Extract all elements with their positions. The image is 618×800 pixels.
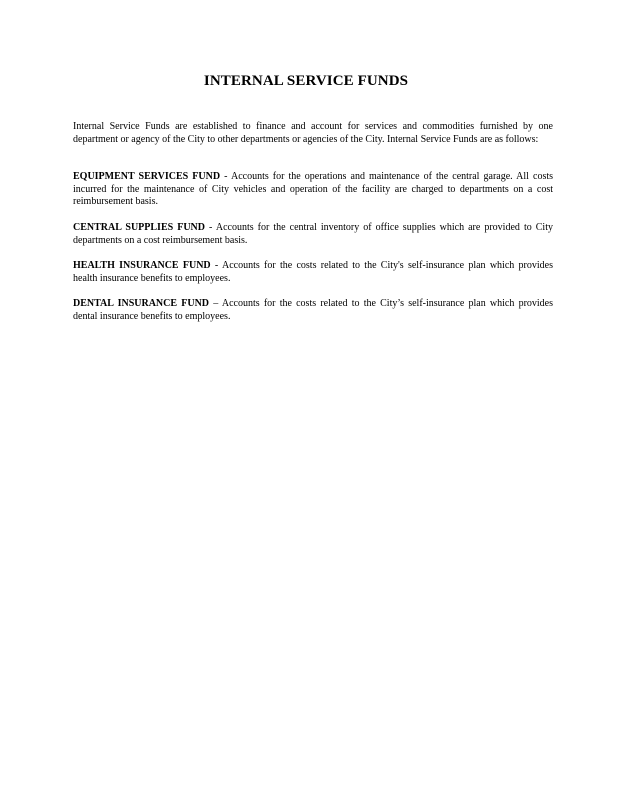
fund-separator: – bbox=[209, 298, 222, 309]
fund-separator: - bbox=[205, 222, 216, 233]
fund-separator: - bbox=[210, 260, 222, 271]
intro-paragraph: Internal Service Funds are established to finance and account for services and commodities furnished by one department or agency of the City to other departments or agencies of the City. Internal Service Funds are as follows: bbox=[73, 121, 553, 145]
fund-description: Accounts for the costs related to the City’s self-insurance plan which provides dental insurance benefits to employees. bbox=[73, 298, 554, 322]
fund-name: EQUIPMENT SERVICES FUND bbox=[73, 171, 221, 182]
fund-description: Accounts for the central inventory of office supplies which are provided to City departments on a cost reimbursement basis. bbox=[73, 222, 553, 246]
fund-name: CENTRAL SUPPLIES FUND bbox=[73, 222, 205, 233]
fund-paragraph-health-insurance bbox=[73, 260, 553, 285]
fund-name: HEALTH INSURANCE FUND bbox=[73, 260, 211, 271]
fund-paragraph-equipment-services bbox=[73, 171, 553, 209]
fund-description: Accounts for the costs related to the City's self-insurance plan which provides health insurance benefits to employees. bbox=[73, 260, 553, 284]
page-title: INTERNAL SERVICE FUNDS bbox=[203, 73, 409, 89]
fund-separator: - bbox=[220, 171, 231, 182]
fund-name: DENTAL INSURANCE FUND bbox=[73, 298, 210, 309]
fund-paragraph-dental-insurance bbox=[73, 298, 553, 323]
fund-description: Accounts for the operations and maintenance of the central garage. All costs incurred for the maintenance of City vehicles and operation of the facility are charged to departments on a cost reimbursement basis. bbox=[73, 171, 554, 208]
fund-paragraph-central-supplies bbox=[73, 222, 553, 247]
